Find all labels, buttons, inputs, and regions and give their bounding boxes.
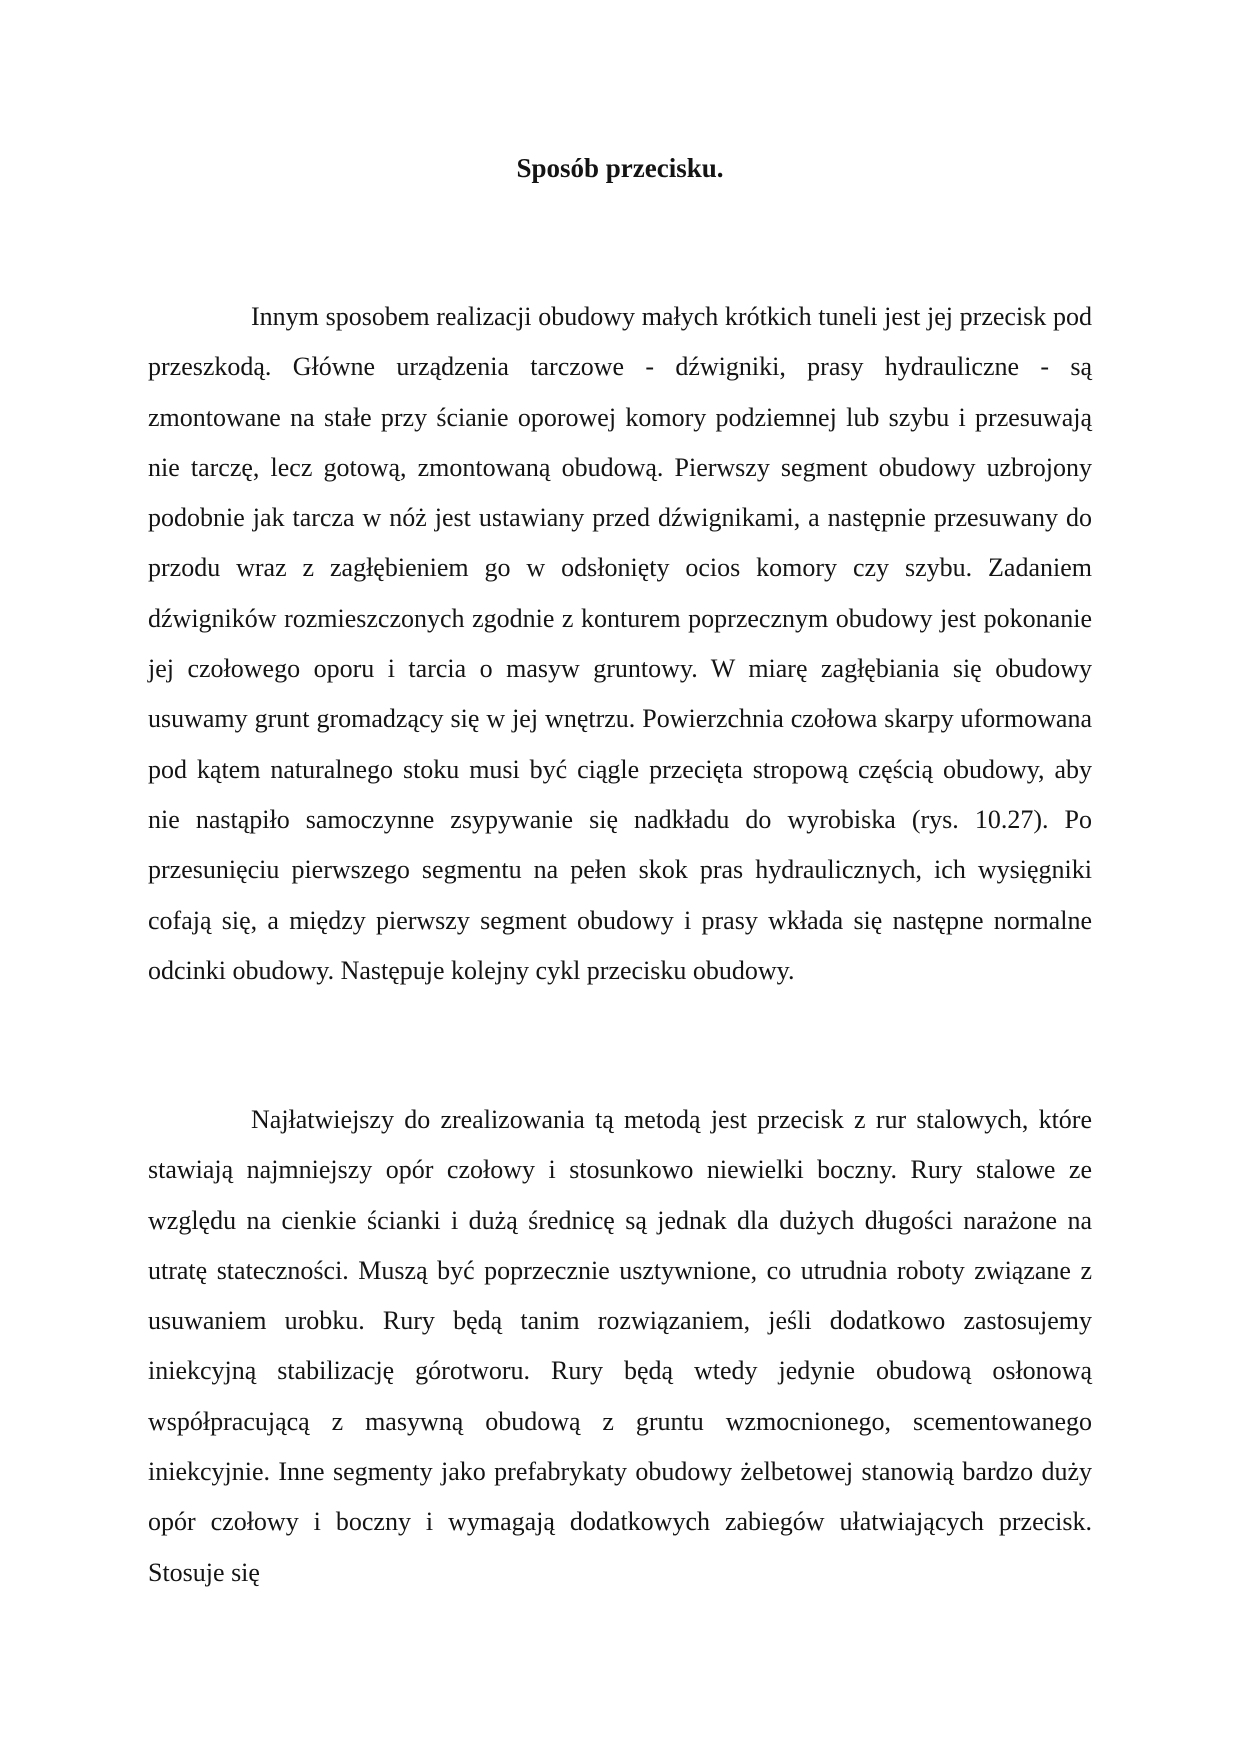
document-title: Sposób przecisku. (516, 153, 724, 183)
paragraph: Najłatwiejszy do zrealizowania tą metodą jest przecisk z rur stalowych, które stawiają najmniejszy opór czołowy i stosunkowo niewielki boczny. Rury stalowe ze względu na cienkie ścianki i dużą średnicę są jednak dla dużych długości narażone na utratę stateczności. Muszą być poprzecznie usztywnione, co utrudnia roboty związane z usuwaniem urobku. Rury będą tanim rozwiązaniem, jeśli dodatkowo zastosujemy iniekcyjną stabilizację górotworu. Rury będą wtedy jedynie obudową osłonową współpracującą z masywną obudową z gruntu wzmocnionego, scementowanego iniekcyjnie. Inne segmenty jako prefabrykaty obudowy żelbetowej stanowią bardzo duży opór czołowy i boczny i wymagają dodatkowych zabiegów ułatwiających przecisk. Stosuje się (148, 1105, 1092, 1587)
paragraph: Innym sposobem realizacji obudowy małych krótkich tuneli jest jej przecisk pod przeszkodą. Główne urządzenia tarczowe - dźwigniki, prasy hydrauliczne - są zmontowane na stałe przy ścianie oporowej komory podziemnej lub szybu i przesuwają nie tarczę, lecz gotową, zmontowaną obudową. Pierwszy segment obudowy uzbrojony podobnie jak tarcza w nóż jest ustawiany przed dźwignikami, a następnie przesuwany do przodu wraz z zagłębieniem go w odsłonięty ocios komory czy szybu. Zadaniem dźwigników rozmieszczonych zgodnie z konturem poprzecznym obudowy jest pokonanie jej czołowego oporu i tarcia o masyw gruntowy. W miarę zagłębiania się obudowy usuwamy grunt gromadzący się w jej wnętrzu. Powierzchnia czołowa skarpy uformowana pod kątem naturalnego stoku musi być ciągle przecięta stropową częścią obudowy, aby nie nastąpiło samoczynne zsypywanie się nadkładu do wyrobiska (rys. 10.27). Po przesunięciu pierwszego segmentu na pełen skok pras hydraulicznych, ich wysięgniki cofają się, a między pierwszy segment obudowy i prasy wkłada się następne normalne odcinki obudowy. Następuje kolejny cykl przecisku obudowy. (148, 302, 1092, 985)
